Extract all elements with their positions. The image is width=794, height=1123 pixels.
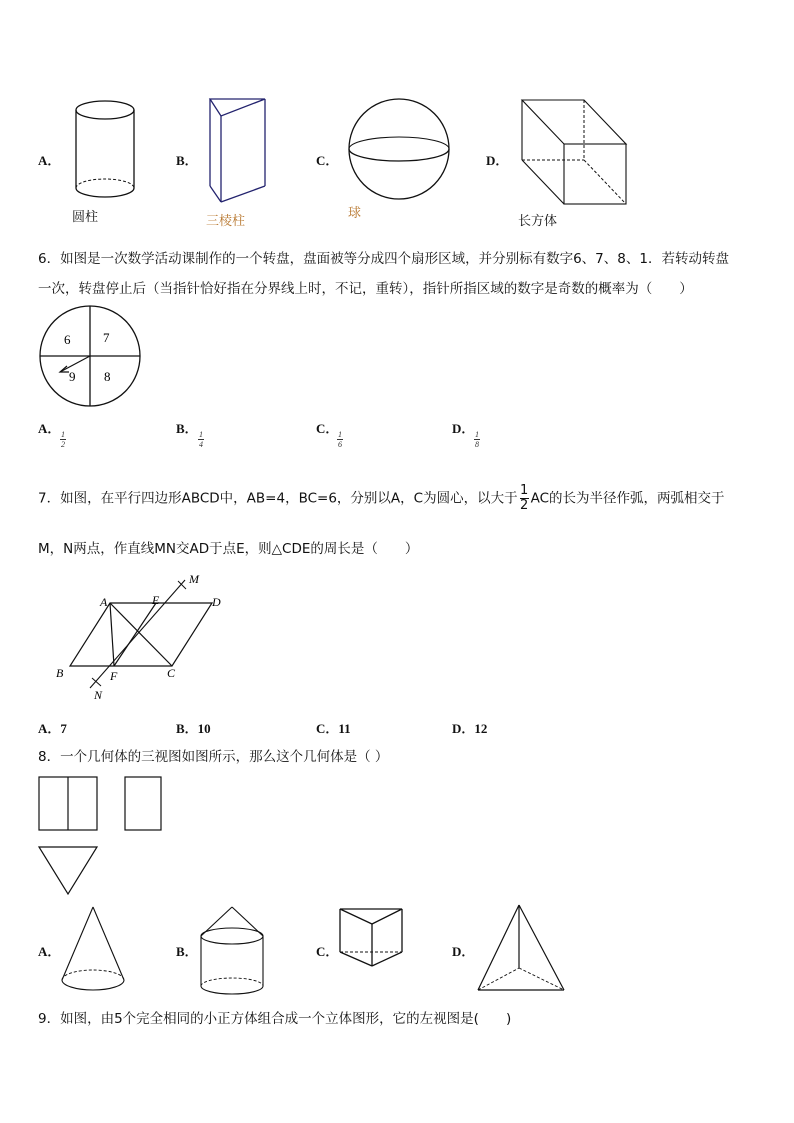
parallelogram-figure	[50, 570, 240, 705]
side-view	[125, 777, 161, 830]
q6-option-b-letter: B．	[176, 421, 198, 436]
q5-option-c-letter: C．	[316, 153, 339, 168]
spinner-figure	[36, 304, 144, 410]
q5-option-a-letter: A．	[38, 153, 61, 168]
q8-option-d-letter: D．	[452, 944, 475, 959]
q6-option-a-letter: A．	[38, 421, 61, 436]
top-view	[39, 847, 97, 894]
q5-caption-cylinder: 圆柱	[72, 210, 99, 225]
q5-caption-cuboid: 长方体	[518, 214, 558, 229]
q7-option-b: B．10	[176, 721, 211, 736]
point-label-f: F	[110, 669, 118, 683]
spinner-label-7: 7	[103, 330, 110, 345]
q7-line-1-part-b: AC的长为半径作弧，两弧相交于	[530, 490, 725, 507]
sphere-figure	[346, 96, 454, 204]
q9-question-text: 9．如图，由5个完全相同的小正方体组合成一个立体图形，它的左视图是( )	[38, 1011, 512, 1027]
q7-line-2: M，N两点，作直线MN交AD于点E，则△CDE的周长是（ ）	[38, 541, 419, 557]
q6-option-b-fraction: 1 4	[199, 430, 203, 449]
q7-option-a: A．7	[38, 721, 67, 736]
pyramid-figure	[474, 902, 570, 996]
q8-option-a-letter: A．	[38, 944, 61, 959]
q7-half-fraction: $\frac{1}{2}$	[519, 483, 529, 513]
q6-option-d-fraction: 1 8	[475, 430, 479, 449]
point-label-e: E	[152, 593, 160, 607]
point-label-a: A	[100, 595, 108, 609]
cylinder-figure	[70, 96, 142, 204]
q7-line-1	[38, 484, 725, 513]
cuboid-figure	[518, 96, 632, 208]
triangular-prism-upright-figure	[336, 904, 408, 970]
q5-caption-prism: 三棱柱	[206, 214, 246, 229]
spinner-label-6: 6	[64, 332, 71, 347]
q6-line-2: 一次，转盘停止后（当指针恰好指在分界线上时，不记，重转），指针所指区域的数字是奇数的概率为（ ）	[38, 281, 693, 297]
q7-option-c: C．11	[316, 721, 351, 736]
point-label-n: N	[94, 688, 103, 702]
q7-option-d: D．12	[452, 721, 488, 736]
three-view-figure	[36, 774, 168, 898]
q7-line-1-part-a: 7．如图，在平行四边形ABCD中，AB=4，BC=6，分别以A，C为圆心，以大于	[38, 490, 518, 507]
q8-option-c-letter: C．	[316, 944, 339, 959]
triangular-prism-figure	[205, 94, 269, 206]
q5-option-b-letter: B．	[176, 153, 198, 168]
q6-option-a-fraction: 1 2	[61, 430, 65, 449]
spinner-label-8: 8	[104, 369, 111, 384]
cylinder-with-cone-figure	[196, 904, 270, 1000]
q5-caption-sphere: 球	[348, 206, 362, 221]
point-label-d: D	[212, 595, 221, 609]
q6-option-c-letter: C．	[316, 421, 339, 436]
cone-figure	[58, 904, 128, 996]
q6-option-d-letter: D．	[452, 421, 475, 436]
q8-question-text: 8．一个几何体的三视图如图所示，那么这个几何体是（ ）	[38, 749, 389, 765]
q8-option-b-letter: B．	[176, 944, 198, 959]
point-label-m: M	[189, 572, 199, 586]
q6-line-1: 6．如图是一次数学活动课制作的一个转盘，盘面被等分成四个扇形区域，并分别标有数字6、7、8、1．若转动转盘	[38, 251, 729, 267]
q5-option-d-letter: D．	[486, 153, 509, 168]
point-label-b: B	[56, 666, 64, 680]
spinner-label-9: 9	[69, 369, 76, 384]
q6-option-c-fraction: 1 6	[338, 430, 342, 449]
point-label-c: C	[167, 666, 176, 680]
